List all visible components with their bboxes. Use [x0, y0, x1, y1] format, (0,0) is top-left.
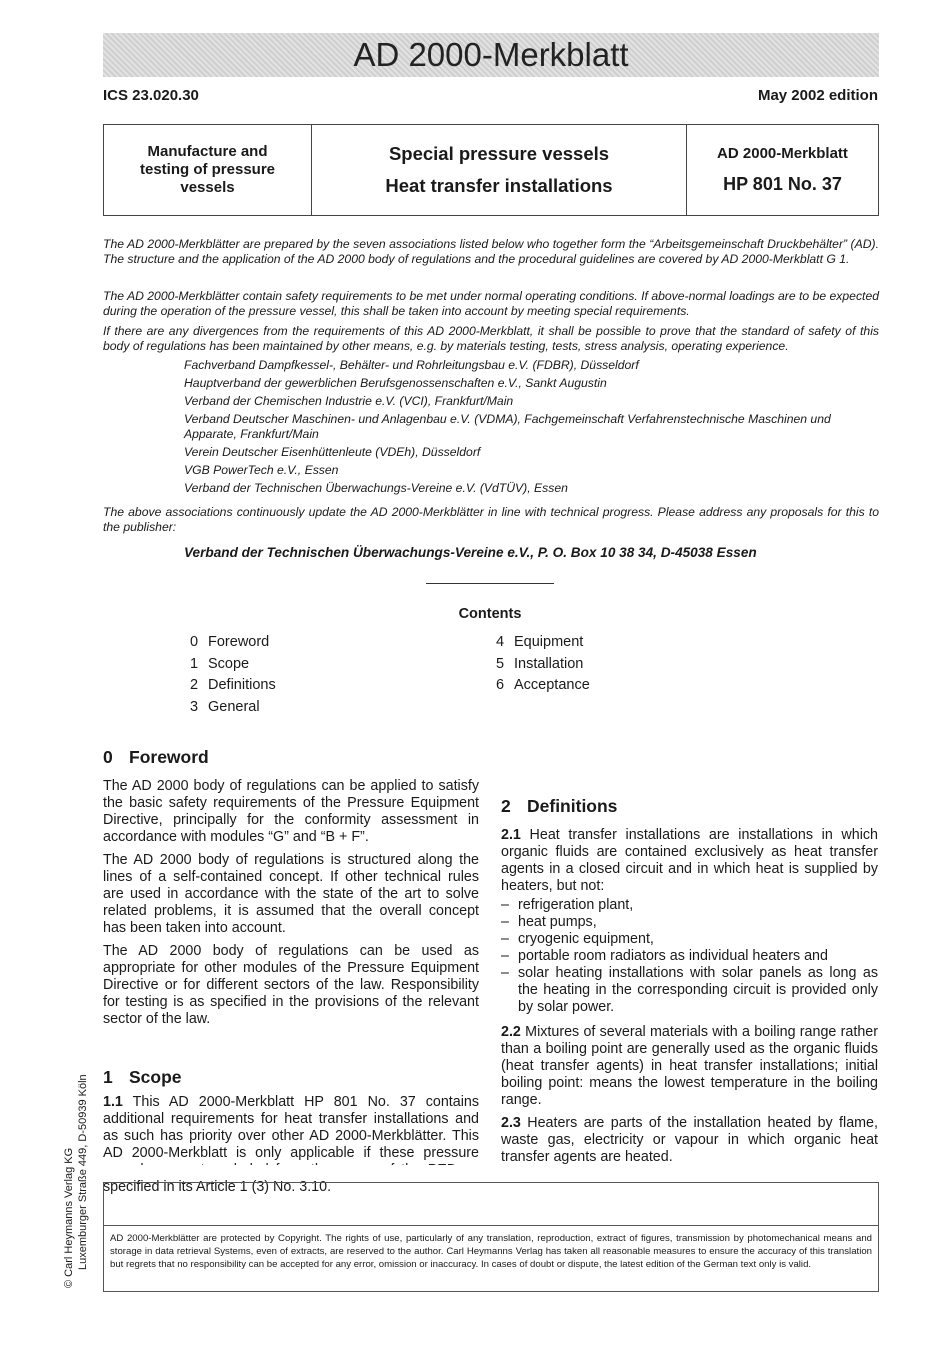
header-title-line2: Heat transfer installations: [385, 175, 613, 196]
definition-2-2: 2.2 Mixtures of several materials with a boiling range rather than a boiling point are generally used as the organic fluids (heat transfer agents) in heat transfer installations; initial boiling point: means the lowest temperature in the boiling range.: [501, 1024, 878, 1108]
header-doc-series: AD 2000-Merkblatt: [717, 145, 848, 162]
toc-item[interactable]: 5 Installation: [496, 655, 584, 672]
association-item: Verband Deutscher Maschinen- und Anlagenbau e.V. (VDMA), Fachgemeinschaft Verfahrenstechnische Maschinen und Apparate, Frankfurt/Main: [184, 412, 831, 441]
intro-paragraph-4: The above associations continuously update the AD 2000-Merkblätter in line with technical progress. Please address any proposals for this to the publisher:: [103, 505, 879, 534]
association-item: VGB PowerTech e.V., Essen: [184, 463, 339, 477]
publisher-street: Luxemburger Straße 449, D-50939 Köln: [77, 1074, 89, 1270]
foreword-paragraph: The AD 2000 body of regulations is structured along the lines of a self-contained concept. If other technical rules are used in accordance with the state of the art to solve related problems, it is assumed that the overall concept has been taken into account.: [103, 852, 479, 936]
foreword-section: [103, 749, 479, 1034]
exclusion-list: [501, 897, 878, 1016]
contents-list-left: [190, 632, 276, 718]
toc-item[interactable]: 4 Equipment: [496, 634, 584, 650]
toc-item[interactable]: 0 Foreword: [190, 634, 270, 650]
toc-item[interactable]: 1 Scope: [190, 655, 250, 672]
copyright-divider: [104, 1225, 878, 1226]
association-item: Hauptverband der gewerblichen Berufsgenossenschaften e.V., Sankt Augustin: [184, 376, 607, 390]
section-divider: [426, 583, 554, 584]
intro-paragraph-3: If there are any divergences from the requirements of this AD 2000-Merkblatt, it shall be possible to prove that the standard of safety of this body of regulations has been maintained by other means, e.g. by materials testing, tests, stress analysis, operating experience.: [103, 324, 879, 353]
foreword-heading: 0 Foreword: [103, 747, 209, 767]
header-table: [103, 124, 879, 216]
list-item: – refrigeration plant,: [501, 897, 878, 914]
association-item: Fachverband Dampfkessel-, Behälter- und Rohrleitungsbau e.V. (FDBR), Düsseldorf: [184, 358, 639, 372]
foreword-paragraph: The AD 2000 body of regulations can be applied to satisfy the basic safety requirements of the Pressure Equipment Directive, principally for the conformity assessment in accordance with modules “G” and “B + F”.: [103, 778, 479, 845]
copyright-box: [103, 1182, 879, 1292]
header-subject-line: vessels: [180, 179, 235, 196]
toc-item[interactable]: 2 Definitions: [190, 677, 276, 693]
header-subject-line: testing of pressure: [139, 161, 276, 178]
list-item: – portable room radiators as individual heaters and: [501, 948, 878, 965]
header-subject-line: Manufacture and: [147, 143, 268, 160]
scope-continuation: [501, 749, 878, 784]
ics-code: ICS 23.020.30: [103, 87, 199, 104]
scope-paragraph: 1.1 This AD 2000-Merkblatt HP 801 No. 37 contains additional requirements for heat transfer installations and as such has priority over other AD 2000-Merkblätter. This AD 2000-Merkblatt is only applicable if these pressure specified in its Article 1 (3) No. 3.10.: [103, 1094, 480, 1195]
association-item: Verein Deutscher Eisenhüttenleute (VDEh), Düsseldorf: [184, 445, 481, 459]
list-item: – cryogenic equipment,: [501, 931, 878, 948]
definition-2-1: 2.1 Heat transfer installations are installations in which organic fluids are contained exclusively as heat transfer agents in a closed circuit and in which heat is supplied by heaters, but not:: [501, 827, 878, 894]
scope-heading: 1 Scope: [103, 1067, 182, 1087]
publisher-sidebar: [62, 1074, 90, 1288]
header-document-id: [687, 125, 878, 215]
intro-paragraph-2: The AD 2000-Merkblätter contain safety requirements to be met under normal operating conditions. If above-normal loadings are to be expected during the operation of the pressure vessel, this shall be taken into account by meeting special requirements.: [103, 289, 879, 318]
banner-title: AD 2000-Merkblatt: [353, 36, 629, 73]
contents-list-right: [496, 632, 590, 697]
scope-continuation-text: [501, 749, 878, 754]
publisher-name: © Carl Heymanns Verlag KG: [63, 1147, 75, 1288]
definition-2-3: 2.3 Heaters are parts of the installation heated by flame, waste gas, electricity or vapour in which organic heat transfer agents are heated.: [501, 1115, 878, 1165]
publisher-address: Verband der Technischen Überwachungs-Vereine e.V., P. O. Box 10 38 34, D-45038 Essen: [184, 545, 757, 560]
contents-title: Contents: [458, 606, 522, 622]
definitions-section: [501, 798, 878, 1172]
header-subject: [104, 125, 312, 215]
association-item: Verband der Chemischen Industrie e.V. (VCI), Frankfurt/Main: [184, 394, 514, 408]
toc-item[interactable]: 6 Acceptance: [496, 677, 590, 693]
header-doc-number: HP 801 No. 37: [723, 174, 842, 194]
foreword-paragraph: The AD 2000 body of regulations can be used as appropriate for other modules of the Pressure Equipment Directive or for different sectors of the law. Responsibility for testing is as specified in the provisions of the relevant sector of the law.: [103, 943, 479, 1027]
document-banner: [103, 33, 879, 77]
definitions-heading: 2 Definitions: [501, 796, 618, 816]
header-title: [312, 125, 687, 215]
toc-item[interactable]: 3 General: [190, 698, 260, 715]
edition-date: May 2002 edition: [757, 87, 878, 104]
association-item: Verband der Technischen Überwachungs-Vereine e.V. (VdTÜV), Essen: [184, 481, 568, 495]
column-mask: [100, 1165, 482, 1179]
association-list: [184, 358, 879, 496]
intro-paragraph-1: The AD 2000-Merkblätter are prepared by the seven associations listed below who together form the “Arbeitsgemeinschaft Druckbehälter” (AD). The structure and the application of the AD 2000 body of regulations and the procedural guidelines are covered by AD 2000-Merkblatt G 1.: [103, 237, 879, 266]
header-title-line1: Special pressure vessels: [388, 143, 610, 164]
list-item: – solar heating installations with solar panels as long as the heating in the corresponding circuit is provided only by solar power.: [501, 965, 878, 1016]
list-item: – heat pumps,: [501, 914, 878, 931]
copyright-notice: AD 2000-Merkblätter are protected by Copyright. The rights of use, particularly of any translation, reproduction, extract of figures, transmission by photomechanical means and storage in data retrieval Systems, even of extracts, are reserved to the author. Carl Heymanns Verlag has taken all reasonable measures to ensure the accuracy of this translation but regrets that no responsibility can be accepted for any error, omission or inaccuracy. In cases of doubt or dispute, the latest edition of the German text only is valid.: [110, 1233, 872, 1270]
